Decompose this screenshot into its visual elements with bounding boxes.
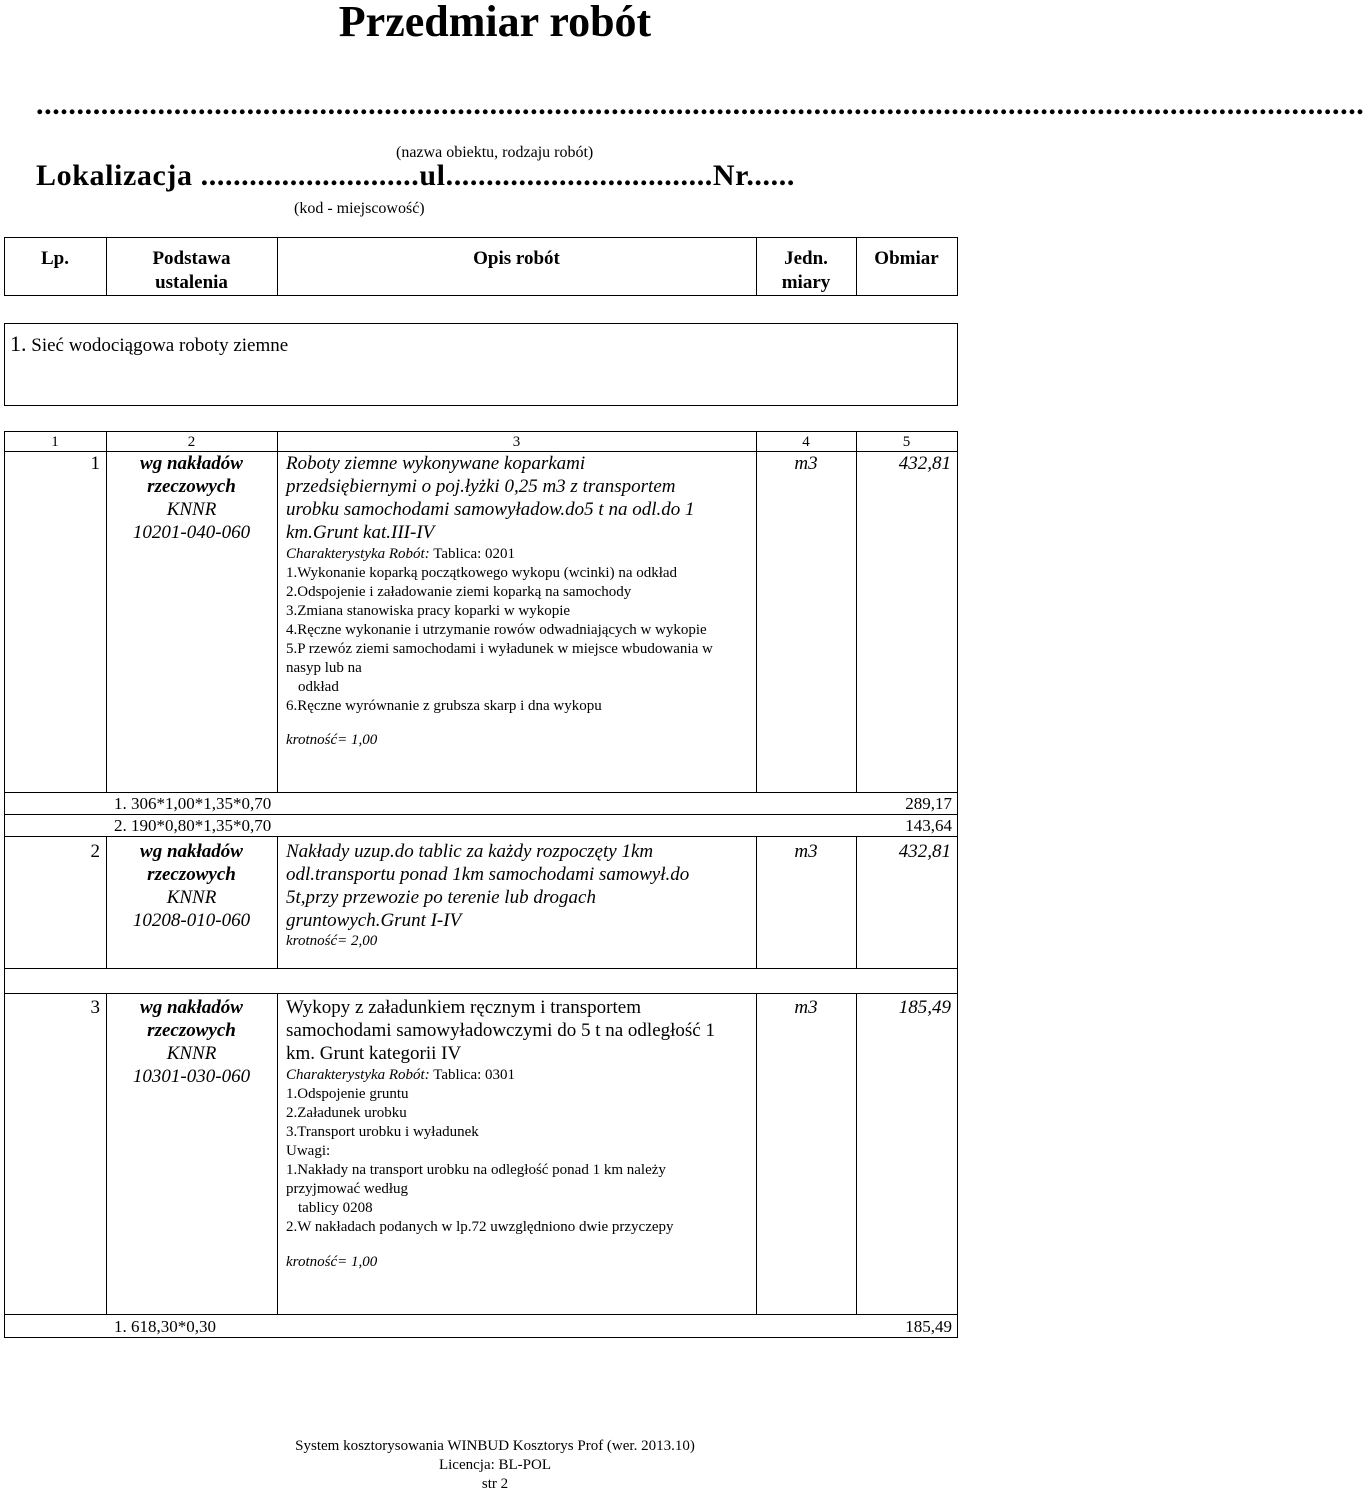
multiplier: krotność= 2,00 <box>286 933 378 949</box>
footer-page-number: str 2 <box>481 1476 509 1492</box>
item-lp: 3 <box>90 997 100 1018</box>
header-quantity: Obmiar <box>874 248 939 269</box>
location-caption: (kod - miejscowość) <box>294 200 425 217</box>
header-basis-1: Podstawa <box>152 248 231 269</box>
item-quantity: 432,81 <box>898 453 951 474</box>
header-lp: Lp. <box>41 248 69 269</box>
item-basis: wg nakładów rzeczowych KNNR 10201-040-060 <box>132 453 251 543</box>
item-unit: m3 <box>794 841 818 862</box>
column-number-2: 2 <box>187 434 196 450</box>
item-basis: wg nakładów rzeczowych KNNR 10208-010-060 <box>132 841 251 931</box>
header-basis-2: ustalenia <box>155 272 228 293</box>
column-number-1: 1 <box>51 434 59 450</box>
calc-formula: 1. 306*1,00*1,35*0,70 <box>114 794 272 813</box>
section-name: Sieć wodociągowa roboty ziemne <box>31 335 289 356</box>
item-description: Roboty ziemne wykonywane koparkami przedsiębiernymi o poj.łyżki 0,25 m3 z transportem urobku samochodami samowyładow.do5 t na odl.do 1 km.Grunt kat.III-IV Charakterystyka Robót: Tablica: 0201 1.Wykonanie koparką początkowego wykopu (wcinki) na odkład 2.Odspojenie i załadowanie ziemi koparką na samochody 3.Zmiana stanowiska pracy koparki w wykopie 4.Ręczne wykonanie i utrzymanie rowów odwadniających w wykopie 5.P rzewóz ziemi samochodami i wyładunek w miejsce wbudowania w nasyp lub na odkład 6.Ręczne wyrównanie z grubsza skarp i dna wykopu krotność= 1,00 <box>286 452 754 750</box>
characteristics: Charakterystyka Robót: Tablica: 0201 <box>286 546 516 562</box>
characteristics: Charakterystyka Robót: Tablica: 0301 <box>286 1067 516 1083</box>
calc-formula: 1. 618,30*0,30 <box>114 1317 216 1336</box>
footer-system: System kosztorysowania WINBUD Kosztorys Prof (wer. 2013.10) <box>295 1438 695 1454</box>
item-description: Nakłady uzup.do tablic za każdy rozpoczęty 1km odl.transportu ponad 1km samochodami samowył.do 5t,przy przewozie po terenie lub drogach gruntowych.Grunt I-IV krotność= 2,00 <box>286 840 754 951</box>
column-number-3: 3 <box>512 434 521 450</box>
column-number-5: 5 <box>902 434 911 450</box>
item-quantity: 432,81 <box>898 841 951 862</box>
item-quantity: 185,49 <box>898 997 951 1018</box>
calc-value: 143,64 <box>905 816 952 835</box>
item-description: Wykopy z załadunkiem ręcznym i transportem samochodami samowyładowczymi do 5 t na odległość 1 km. Grunt kategorii IV Charakterystyka Robót: Tablica: 0301 1.Odspojenie gruntu 2.Załadunek urobku 3.Transport urobku i wyładunek Uwagi: 1.Nakłady na transport urobku na odległość ponad 1 km należy przyjmować według tablicy 0208 2.W nakładach podanych w lp.72 uwzględniono dwie przyczepy krotność= 1,00 <box>286 996 754 1272</box>
footer-license: Licencja: BL-POL <box>438 1457 552 1473</box>
location-line: Lokalizacja ...........................ul.................................Nr...... <box>36 159 795 192</box>
item-unit: m3 <box>794 997 818 1018</box>
item-basis: wg nakładów rzeczowych KNNR 10301-030-060 <box>132 997 251 1087</box>
calc-formula: 2. 190*0,80*1,35*0,70 <box>114 816 272 835</box>
page-title: Przedmiar robót <box>338 0 652 46</box>
header-unit-2: miary <box>781 272 831 293</box>
item-unit: m3 <box>794 453 818 474</box>
calc-value: 289,17 <box>905 794 952 813</box>
object-name-dots: .................................................................................................................................................................... <box>36 88 1364 121</box>
item-lp: 2 <box>90 841 100 862</box>
item-lp: 1 <box>90 453 100 474</box>
section-title <box>10 332 288 358</box>
multiplier: krotność= 1,00 <box>286 1254 378 1270</box>
column-number-4: 4 <box>802 434 810 450</box>
object-caption: (nazwa obiektu, rodzaju robót) <box>396 144 594 161</box>
header-description: Opis robót <box>473 248 560 269</box>
calc-value: 185,49 <box>905 1317 952 1336</box>
section-number: 1. <box>10 331 27 356</box>
multiplier: krotność= 1,00 <box>286 732 378 748</box>
header-unit-1: Jedn. <box>784 248 828 269</box>
